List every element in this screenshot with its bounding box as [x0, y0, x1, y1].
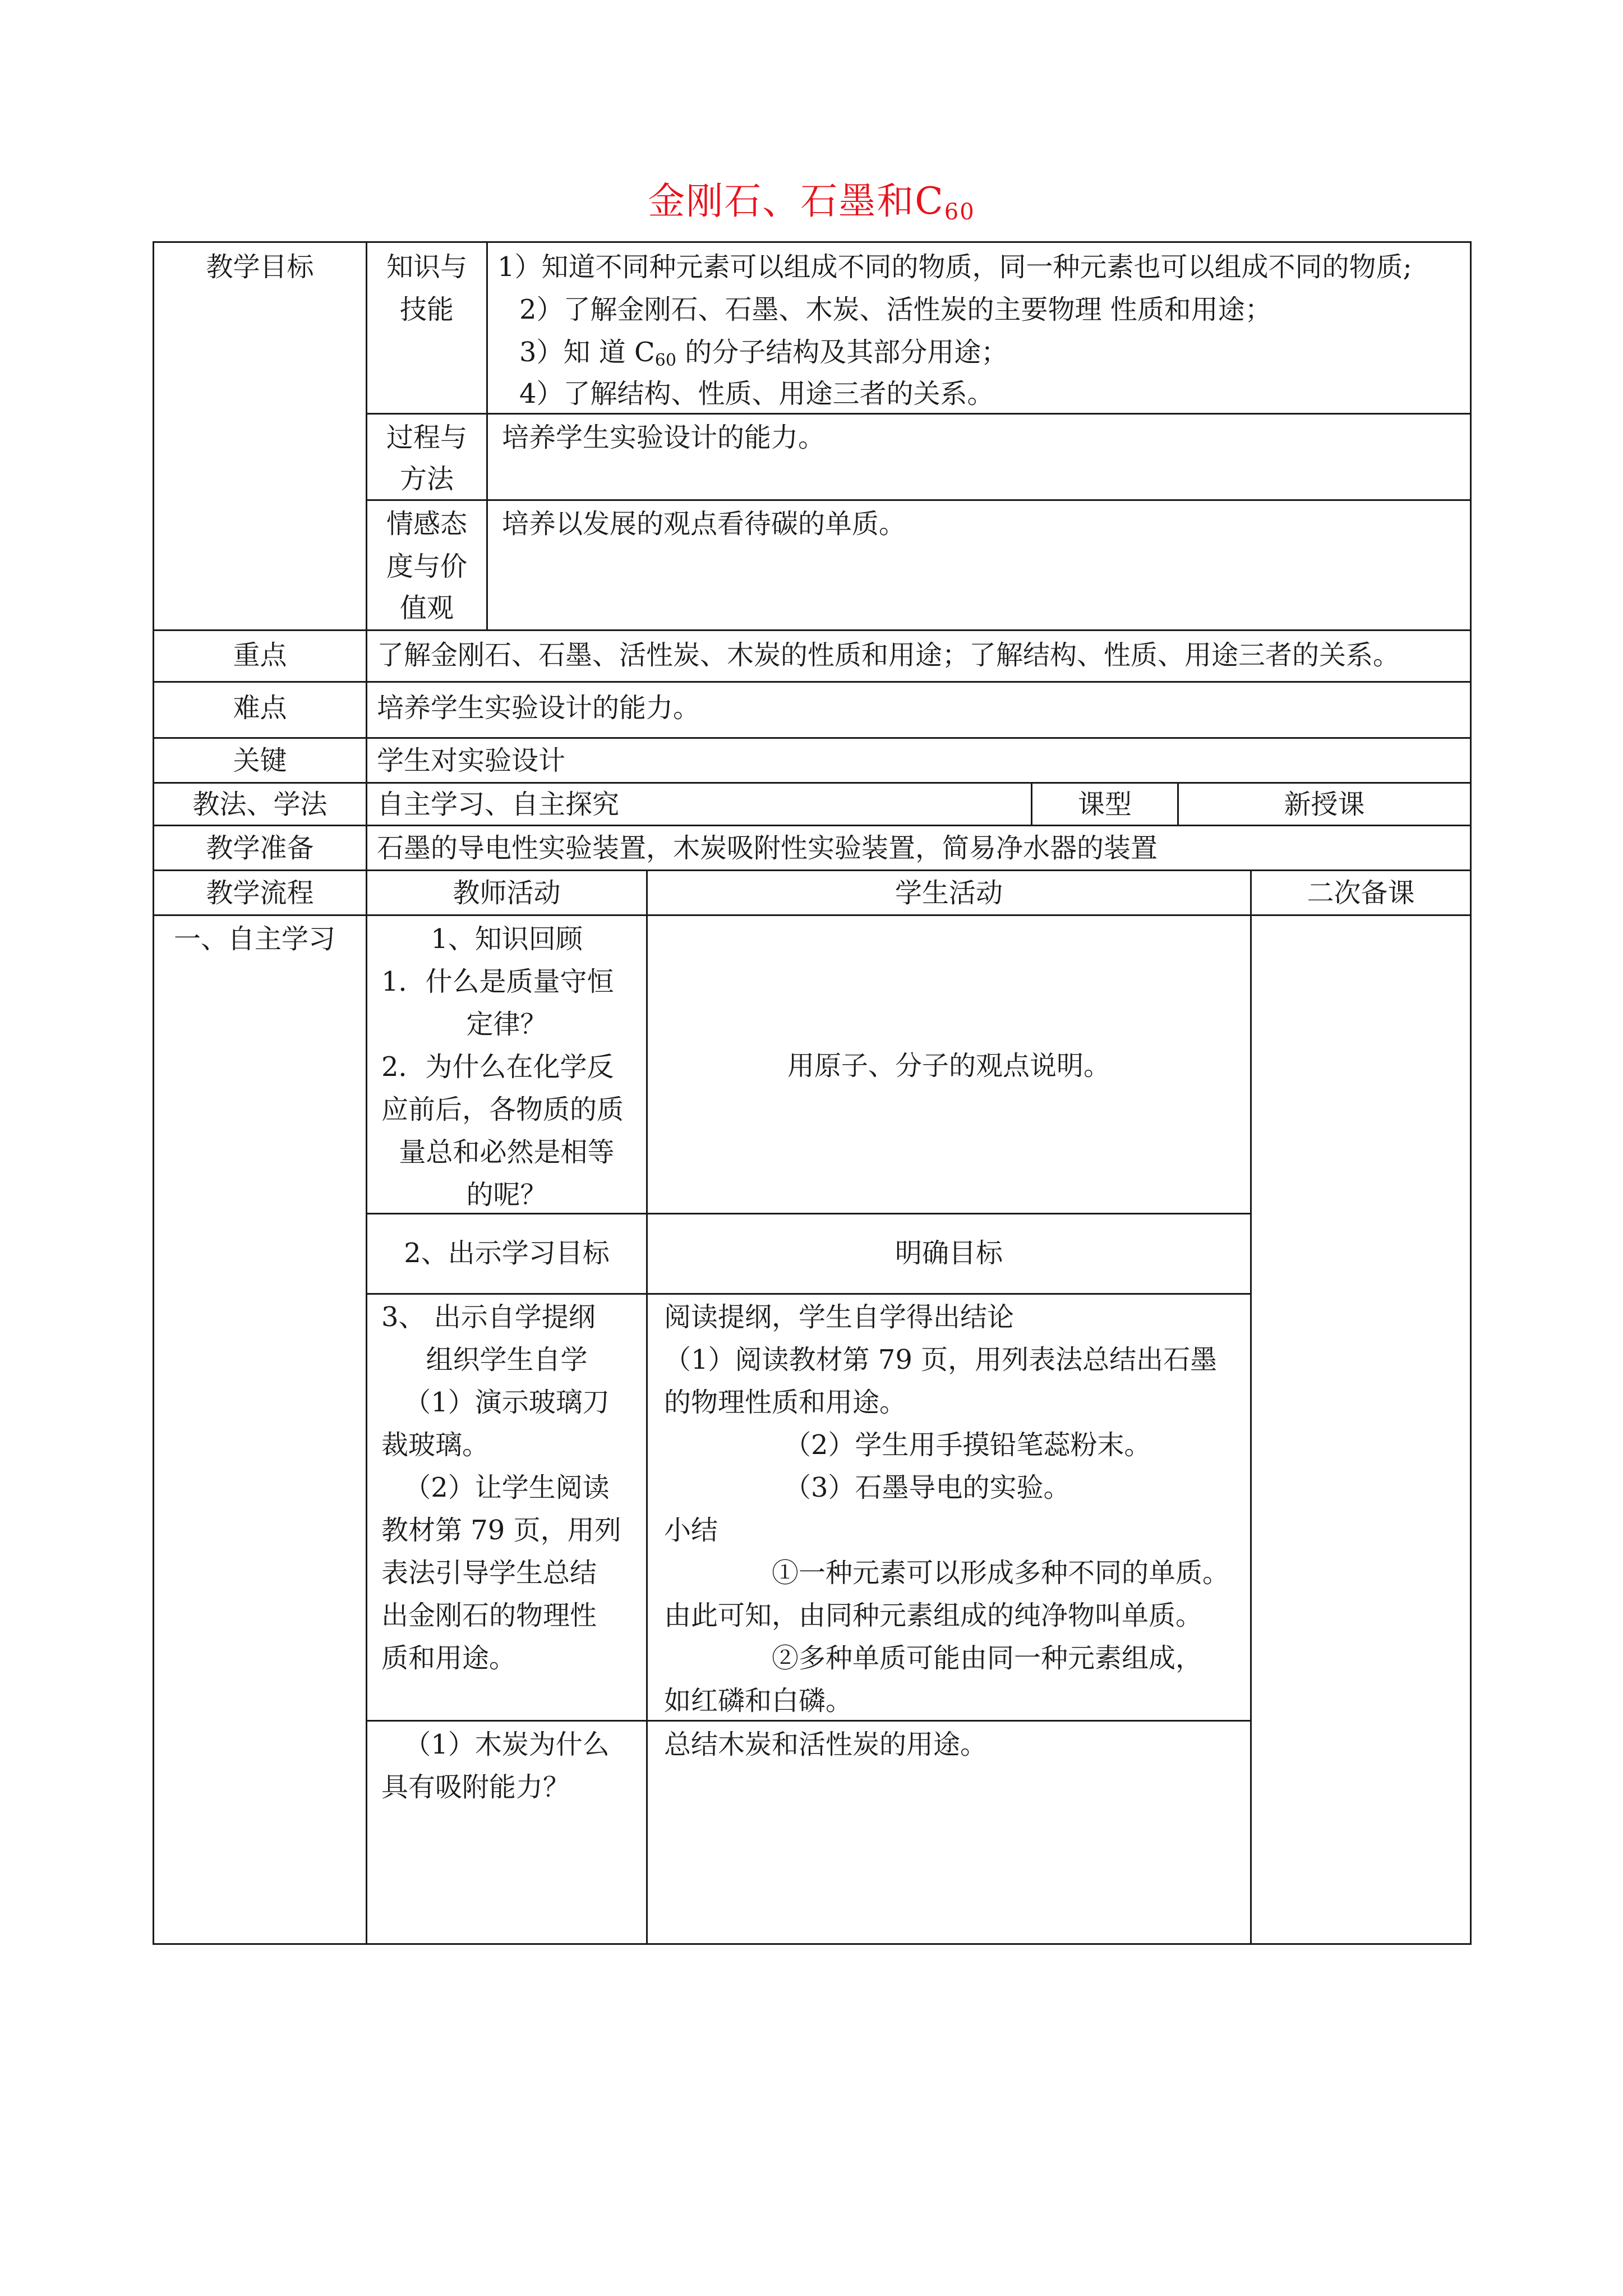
objective-line: 1）知道不同种元素可以组成不同的物质，同一种元素也可以组成不同的物质; — [497, 251, 1412, 283]
table-line — [486, 241, 488, 629]
method-text: 自主学习、自主探究 — [377, 789, 620, 820]
teacher-line: （2）让学生阅读 — [404, 1472, 610, 1503]
key-point-text: 了解金刚石、石墨、活性炭、木炭的性质和用途；了解结构、性质、用途三者的关系。 — [377, 639, 1400, 671]
table-line — [153, 914, 1472, 916]
teacher-line: 表法引导学生总结 — [381, 1557, 597, 1589]
teacher-line: 教材第 79 页，用列 — [381, 1515, 621, 1546]
objective-line: 4）了解结构、性质、用途三者的关系。 — [519, 378, 994, 409]
table-line — [1470, 241, 1472, 1945]
objectives-label: 教学目标 — [206, 251, 314, 283]
teacher-line: 具有吸附能力？ — [381, 1772, 570, 1803]
student-line: 的物理性质和用途。 — [664, 1387, 907, 1418]
section-label: 一、自主学习 — [174, 923, 336, 955]
key-label: 关键 — [233, 745, 287, 776]
lesson-type-label: 课型 — [1077, 789, 1132, 820]
teacher-line: 的呢？ — [466, 1179, 547, 1211]
student-text: 用原子、分子的观点说明。 — [787, 1050, 1110, 1082]
student-line: 阅读提纲，学生自学得出结论 — [664, 1301, 1015, 1333]
lesson-type-value: 新授课 — [1284, 789, 1365, 820]
flow-header-teacher: 教师活动 — [453, 877, 561, 909]
key-point-label: 重点 — [233, 639, 287, 671]
flow-header-revision: 二次备课 — [1307, 877, 1415, 909]
knowledge-label: 技能 — [399, 294, 454, 325]
table-line — [646, 869, 648, 1945]
difficulty-text: 培养学生实验设计的能力。 — [377, 692, 700, 724]
objective-line: 3）知 道 $C_{60}$ 的分子结构及其部分用途； — [519, 337, 1008, 370]
emotion-text: 培养以发展的观点看待碳的单质。 — [502, 508, 906, 540]
table-line — [153, 737, 1472, 739]
table-line — [366, 499, 1472, 501]
teacher-line: 2．为什么在化学反 — [381, 1051, 614, 1083]
preparation-label: 教学准备 — [206, 832, 314, 864]
teacher-line: 1、知识回顾 — [431, 923, 583, 955]
page-title: 金刚石、石墨和$C_{60}$ — [648, 180, 975, 225]
process-label: 方法 — [399, 463, 454, 495]
teacher-line: （1）演示玻璃刀 — [404, 1387, 610, 1418]
student-line: （2）学生用手摸铅笔蕊粉末。 — [784, 1429, 1151, 1461]
student-line: （3）石墨导电的实验。 — [784, 1472, 1071, 1503]
preparation-text: 石墨的导电性实验装置，木炭吸附性实验装置，简易净水器的装置 — [377, 832, 1158, 864]
emotion-label: 情感态 — [386, 508, 467, 540]
teacher-line: 1．什么是质量守恒 — [381, 966, 614, 997]
emotion-label: 度与价 — [386, 551, 467, 582]
knowledge-label: 知识与 — [386, 251, 467, 283]
teacher-line: 组织学生自学 — [426, 1344, 588, 1375]
difficulty-label: 难点 — [233, 692, 287, 724]
student-line: 如红磷和白磷。 — [664, 1685, 853, 1717]
process-label: 过程与 — [386, 422, 467, 453]
teacher-line: 裁玻璃。 — [381, 1429, 490, 1461]
teacher-line: 3、 出示自学提纲 — [381, 1301, 596, 1333]
table-line — [153, 629, 1472, 631]
teacher-line: 定律？ — [466, 1009, 547, 1040]
student-text: 明确目标 — [895, 1237, 1003, 1269]
method-label: 教法、学法 — [192, 789, 328, 820]
student-line: （1）阅读教材第 79 页，用列表法总结出石墨 — [664, 1344, 1218, 1375]
table-line — [153, 681, 1472, 683]
student-line: ②多种单质可能由同一种元素组成， — [772, 1642, 1203, 1674]
student-line: 由此可知，由同种元素组成的纯净物叫单质。 — [664, 1600, 1203, 1631]
student-line: 小结 — [664, 1515, 718, 1546]
student-text: 总结木炭和活性炭的用途。 — [664, 1729, 988, 1760]
emotion-label: 值观 — [399, 592, 454, 624]
flow-header-process: 教学流程 — [206, 877, 314, 909]
table-line — [153, 241, 1472, 243]
flow-header-student: 学生活动 — [895, 877, 1003, 909]
table-line — [153, 241, 154, 1945]
teacher-line: 应前后，各物质的质 — [381, 1094, 624, 1125]
teacher-line: 量总和必然是相等 — [399, 1137, 615, 1168]
table-line — [153, 869, 1472, 871]
teacher-line: （1）木炭为什么 — [404, 1729, 610, 1760]
student-line: ①一种元素可以形成多种不同的单质。 — [772, 1557, 1230, 1589]
key-text: 学生对实验设计 — [377, 745, 566, 776]
process-text: 培养学生实验设计的能力。 — [502, 422, 826, 453]
teacher-line: 质和用途。 — [381, 1642, 517, 1674]
objective-line: 2）了解金刚石、石墨、木炭、活性炭的主要物理 性质和用途； — [519, 294, 1272, 325]
table-line — [1250, 869, 1252, 1945]
table-line — [153, 1943, 1472, 1945]
table-line — [366, 1293, 1252, 1295]
teacher-line: 出金刚石的物理性 — [381, 1600, 597, 1631]
teacher-line: 2、出示学习目标 — [404, 1237, 610, 1269]
